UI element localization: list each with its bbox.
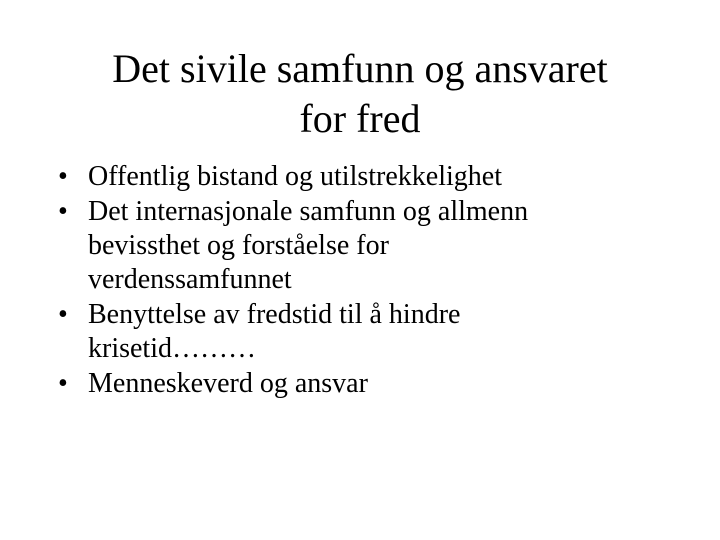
- bullet-list: [54, 160, 674, 402]
- bullet-icon: •: [58, 299, 68, 330]
- bullet-item-fredstid: [54, 298, 674, 366]
- slide-title: [60, 44, 660, 144]
- bullet-icon: •: [58, 196, 68, 227]
- bullet-text-line: Offentlig bistand og utilstrekkelighet: [88, 161, 502, 192]
- slide-title-line-2: for fred: [299, 96, 421, 141]
- slide-title-line-1: Det sivile samfunn og ansvaret: [112, 46, 608, 91]
- bullet-item-menneskeverd: [54, 367, 674, 401]
- bullet-text-line: krisetid………: [88, 333, 256, 364]
- bullet-icon: •: [58, 161, 68, 192]
- bullet-text-line: bevissthet og forståelse for: [88, 230, 389, 261]
- bullet-text-line: verdenssamfunnet: [88, 264, 292, 295]
- bullet-item-offentlig-bistand: [54, 160, 674, 194]
- bullet-icon: •: [58, 368, 68, 399]
- bullet-text-line: Menneskeverd og ansvar: [88, 368, 368, 399]
- bullet-item-internasjonale-samfunn: [54, 195, 674, 297]
- bullet-text-line: Det internasjonale samfunn og allmenn: [88, 196, 529, 227]
- bullet-text-line: Benyttelse av fredstid til å hindre: [88, 299, 461, 330]
